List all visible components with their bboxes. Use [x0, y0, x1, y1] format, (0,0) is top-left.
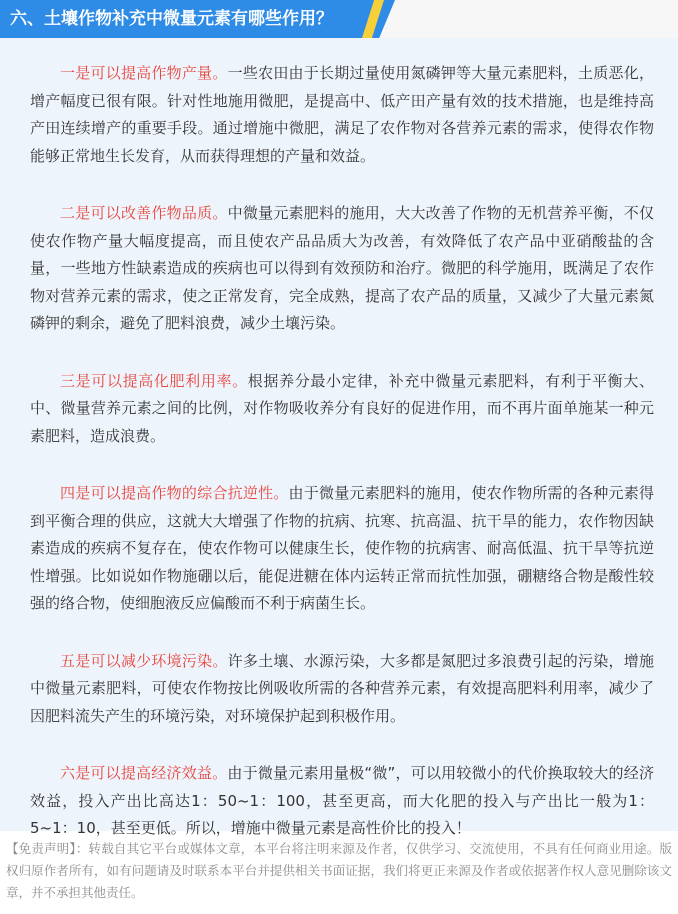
paragraph-text: 许多土壤、水源污染，大多都是氮肥过多浪费引起的污染，增施中微量元素肥料，可使农作物按比例吸收所需的各种营养元素，有效提高肥料利用率，减少了因肥料流失产生的环境污染，对环境保护起到积极作用。 [30, 651, 654, 725]
paragraph-lead: 一是可以提高作物产量。 [60, 64, 228, 82]
section-title: 六、土壤作物补充中微量元素有哪些作用？ [10, 9, 333, 29]
paragraph-text: 中微量元素肥料的施用，大大改善了作物的无机营养平衡，不仅使农作物产量大幅度提高，而且使农产品品质大为改善，有效降低了农产品中亚硝酸盐的含量，一些地方性缺素造成的疾病也可以得到有效预防和治疗。微肥的科学施用，既满足了农作物对营养元素的需求，使之正常发育，完全成熟，提高了农产品的质量，又减少了大量元素氮磷钾的剩余，避免了肥料浪费，减少土壤污染。 [30, 204, 654, 332]
article-body [0, 38, 678, 837]
paragraph-text: 由于微量元素肥料的施用，使农作物所需的各种元素得到平衡合理的供应，这就大大增强了作物的抗病、抗寒、抗高温、抗干旱的能力，农作物因缺素造成的疾病不复存在，使农作物可以健康生长，使作物的抗病害、耐高低温、抗干旱等抗逆性增强。比如说如作物施硼以后，能促进糖在体内运转正常而抗性加强，硼糖络合物是酸性较强的络合物，使细胞液反应偏酸而不利于病菌生长。 [30, 484, 654, 612]
paragraph-lead: 五是可以减少环境污染。 [60, 651, 228, 670]
paragraph-stress-resistance [30, 480, 654, 618]
section-header [0, 0, 678, 38]
paragraph-lead: 四是可以提高作物的综合抗逆性。 [60, 484, 289, 502]
paragraph-fertilizer-efficiency [30, 368, 654, 451]
paragraph-quality [30, 200, 654, 338]
paragraph-lead: 二是可以改善作物品质。 [60, 204, 228, 222]
paragraph-lead: 六是可以提高经济效益。 [60, 764, 228, 782]
paragraph-text: 一些农田由于长期过量使用氮磷钾等大量元素肥料，土质恶化，增产幅度已很有限。针对性地施用微肥，是提高中、低产田产量有效的技术措施，也是维持高产田连续增产的重要手段。通过增施中微肥，满足了农作物对各营养元素的需求，使得农作物能够正常地生长发育，从而获得理想的产量和效益。 [30, 64, 654, 165]
paragraph-text: 由于微量元素用量极“微”，可以用较微小的代价换取较大的经济效益，投入产出比高达1：50~1：100，甚至更高，而大化肥的投入与产出比一般为1：5~1：10，甚至更低。所以，增施中微量元素是高性价比的投入！ [30, 764, 654, 837]
paragraph-lead: 三是可以提高化肥利用率。 [60, 371, 248, 390]
paragraph-pollution [30, 648, 654, 731]
paragraph-yield [30, 60, 654, 170]
disclaimer: 【免责声明】：转载自其它平台或媒体文章，本平台将注明来源及作者，仅供学习、交流使用，不具有任何商业用途。版权归原作者所有，如有问题请及时联系本平台并提供相关书面证据，我们将更正来源及作者或依据著作权人意见删除该文章，并不承担其他责任。 [6, 841, 672, 900]
paragraph-economic-benefit [30, 760, 654, 843]
paragraph-text: 根据养分最小定律，补充中微量元素肥料，有利于平衡大、中、微量营养元素之间的比例，对作物吸收养分有良好的促进作用，而不再片面单施某一种元素肥料，造成浪费。 [30, 371, 654, 445]
